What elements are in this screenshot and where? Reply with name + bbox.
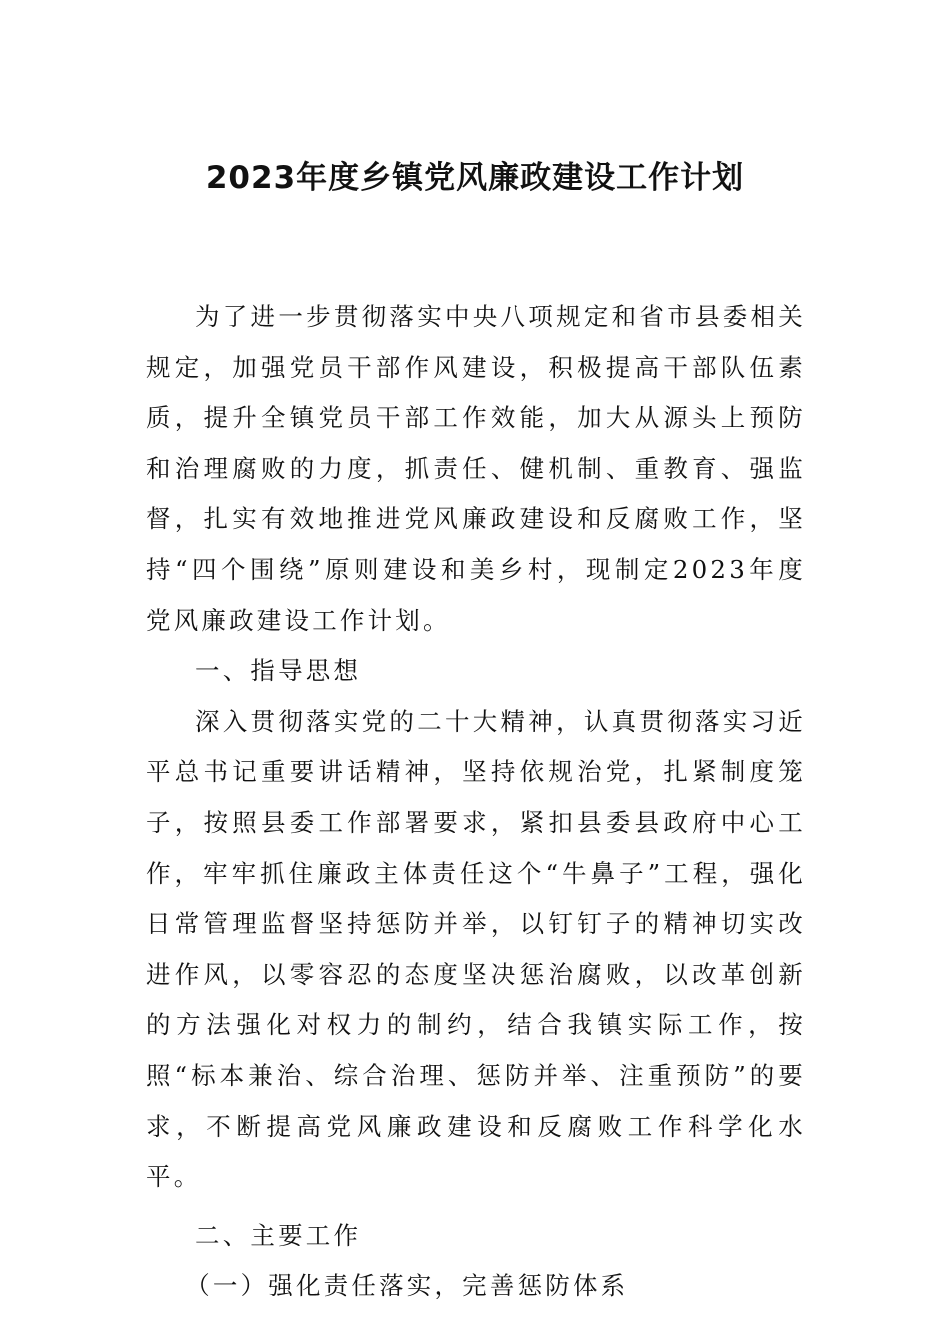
section-gap xyxy=(146,1203,806,1211)
document-body xyxy=(146,292,806,1312)
document-title: 2023年度乡镇党风廉政建设工作计划 xyxy=(205,160,745,196)
section-heading-guiding-ideology: 一、指导思想 xyxy=(195,656,362,686)
guiding-ideology-paragraph: 深入贯彻落实党的二十大精神，认真贯彻落实习近平总书记重要讲话精神，坚持依规治党，扎紧制度笼子，按照县委工作部署要求，紧扣县委县政府中心工作，牢牢抓住廉政主体责任这个“牛鼻子”工程，强化日常管理监督坚持惩防并举，以钉钉子的精神切实改进作风，以零容忍的态度坚决惩治腐败，以改革创新的方法强化对权力的制约，结合我镇实际工作，按照“标本兼治、综合治理、惩防并举、注重预防”的要求，不断提高党风廉政建设和反腐败工作科学化水平。 xyxy=(146,706,806,1192)
subsection-heading-responsibility: （一）强化责任落实，完善惩防体系 xyxy=(185,1271,629,1301)
intro-paragraph: 为了进一步贯彻落实中央八项规定和省市县委相关规定，加强党员干部作风建设，积极提高干部队伍素质，提升全镇党员干部工作效能，加大从源头上预防和治理腐败的力度，抓责任、健机制、重教育、强监督，扎实有效地推进党风廉政建设和反腐败工作，坚持“四个围绕”原则建设和美乡村，现制定2023年度党风廉政建设工作计划。 xyxy=(146,302,806,635)
section-heading-main-work: 二、主要工作 xyxy=(195,1220,362,1250)
